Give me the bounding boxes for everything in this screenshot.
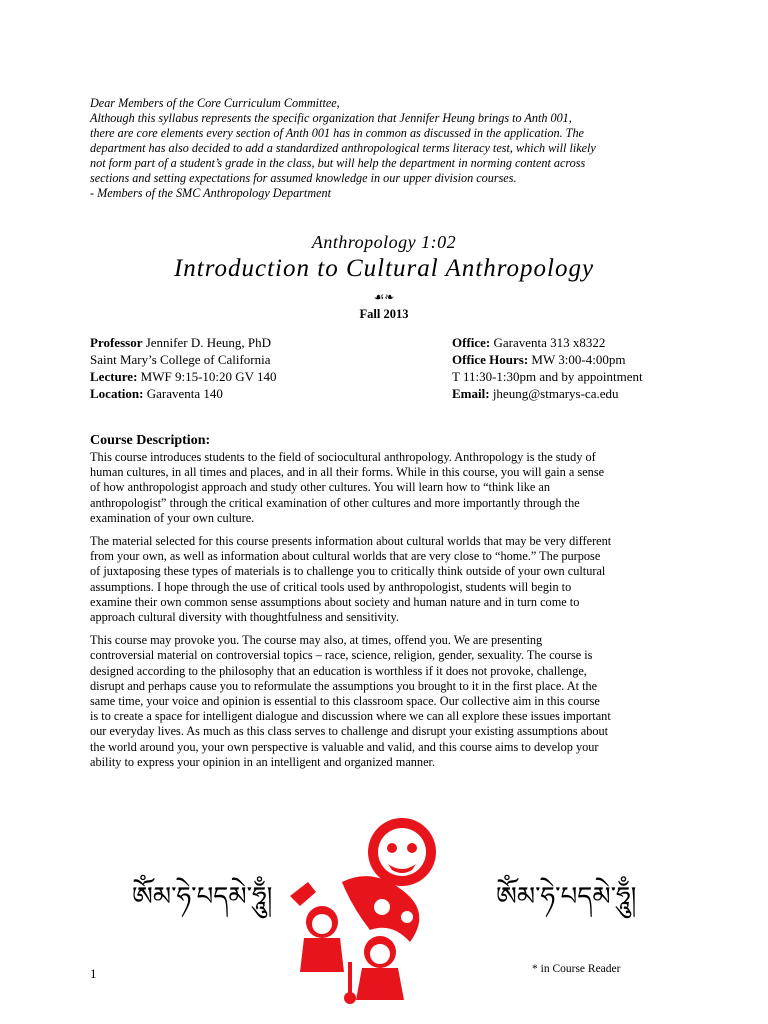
paragraph-line: This course introduces students to the field of sociocultural anthropology. Anthropology is the study of [90, 450, 596, 464]
note-line: Although this syllabus represents the specific organization that Jennifer Heung brings to Anth 001, [90, 111, 572, 125]
lecture-value: MWF 9:15-10:20 GV 140 [140, 369, 277, 384]
paragraph-line: of juxtaposing these types of materials is to challenge you to critically think outside of your own cultural [90, 564, 606, 579]
note-line: Dear Members of the Core Curriculum Committee, [90, 96, 340, 110]
college-name: Saint Mary’s College of California [90, 352, 271, 367]
lecture-label: Lecture: [90, 369, 138, 384]
office-row [452, 334, 643, 351]
lion-face-cutout [378, 828, 426, 876]
description-paragraph-2 [90, 534, 690, 625]
child-face-right [370, 944, 390, 964]
paragraph-line: examination of your own culture. [90, 510, 255, 525]
office-label: Office: [452, 335, 491, 350]
location-value: Garaventa 140 [146, 386, 223, 401]
child-body-right [356, 968, 404, 1000]
child-body-left [300, 938, 344, 972]
note-line: not form part of a student’s grade in the class, but will help the department in norming content across [90, 156, 586, 170]
fan-left [290, 882, 316, 906]
lion-dance-papercut [290, 818, 436, 1004]
section-heading: Course Description: [90, 433, 211, 448]
paragraph-line: The material selected for this course presents information about cultural worlds that may be very different [90, 534, 612, 549]
page-number: 1 [90, 966, 97, 981]
tibetan-mantra-left: ༀམ་ཧེ་པདམེ་ཧཱུྃ། [132, 882, 273, 912]
location-row [90, 385, 277, 402]
note-line: sections and setting expectations for assumed knowledge in our upper division courses. [90, 171, 517, 185]
paragraph-line: the world around you, your own perspective is valuable and valid, and this course aims to develop your [90, 739, 599, 754]
email-label: Email: [452, 386, 490, 401]
course-description [90, 432, 690, 770]
description-paragraph-1 [90, 450, 690, 526]
course-term: Fall 2013 [359, 307, 409, 321]
paragraph-line: controversial material on controversial topics – race, science, religion, gender, sexuality. The course is [90, 648, 593, 663]
note-line: there are core elements every section of Anth 001 has in common as discussed in the application. The [90, 126, 584, 140]
instructor-info [90, 334, 277, 402]
email-link[interactable]: jheung@stmarys-ca.edu [492, 386, 619, 401]
description-paragraph-3 [90, 633, 690, 770]
location-label: Location: [90, 386, 144, 401]
paragraph-line: of how anthropologist approach and study other cultures. You will learn how to “think like an [90, 480, 551, 495]
paragraph-line: our everyday lives. As much as this class serves to challenge and disrupt your existing assumptions about [90, 724, 609, 739]
paragraph-line: assumptions. I hope through the use of critical tools used by anthropologist, students will begin to [90, 579, 572, 594]
tibetan-mantra-right: ༀམ་ཧེ་པདམེ་ཧཱུྃ། [496, 882, 637, 912]
child-face-left [312, 914, 332, 934]
lecture-row [90, 368, 277, 385]
body-cutout [374, 899, 390, 915]
office-info [452, 334, 643, 402]
hours-row [452, 351, 643, 368]
committee-note [90, 96, 690, 201]
course-number: Anthropology 1:02 [311, 232, 457, 252]
hours-label: Office Hours: [452, 352, 529, 367]
ball [344, 992, 356, 1004]
paragraph-line: same time, your voice and opinion is essential to this classroom space. Our collective aim in this course [90, 694, 600, 709]
hours-line2: T 11:30-1:30pm and by appointment [452, 369, 643, 384]
lion-eye [387, 843, 397, 853]
paragraph-line: from your own, as well as information about cultural worlds that are very close to “home.” The purpose [90, 549, 601, 564]
note-line: department has also decided to add a standardized anthropological terms literacy test, which will likely [90, 141, 596, 155]
paragraph-line: approach cultural diversity with thoughtfulness and sensitivity. [90, 610, 399, 625]
professor-value: Jennifer D. Heung, PhD [145, 335, 272, 350]
footnote: * in Course Reader [532, 963, 621, 975]
lion-eye [407, 843, 417, 853]
paragraph-line: This course may provoke you. The course may also, at times, offend you. We are presenting [90, 633, 543, 648]
body-cutout [401, 911, 413, 923]
hours-value: MW 3:00-4:00pm [531, 352, 626, 367]
course-title: Introduction to Cultural Anthropology [173, 255, 595, 282]
note-signature: - Members of the SMC Anthropology Department [90, 186, 332, 200]
paragraph-line: examine their own common sense assumptions about society and human nature and in turn come to [90, 594, 580, 609]
paragraph-line: designed according to the philosophy that an education is worthless if it does not provoke, challenge, [90, 663, 587, 678]
ornament-icon: ☙❧ [373, 290, 395, 304]
professor-label: Professor [90, 335, 143, 350]
office-value: Garaventa 313 x8322 [493, 335, 606, 350]
professor-row [90, 334, 277, 351]
email-row [452, 385, 643, 402]
paragraph-line: anthropologist” through the critical examination of other cultures and more importantly through the [90, 495, 580, 510]
paragraph-line: disrupt and perhaps cause you to reformulate the assumptions you brought to it in the first place. At the [90, 678, 598, 693]
paragraph-line: human cultures, in all times and places, and in all their forms. While in this course, you will gain a sense [90, 465, 605, 480]
paragraph-line: ability to express your opinion in an intelligent and organized manner. [90, 754, 436, 769]
paragraph-line: is to create a space for intelligent dialogue and discussion where we can all explore these issues important [90, 709, 611, 724]
chinese-papercut-image [282, 812, 462, 1004]
